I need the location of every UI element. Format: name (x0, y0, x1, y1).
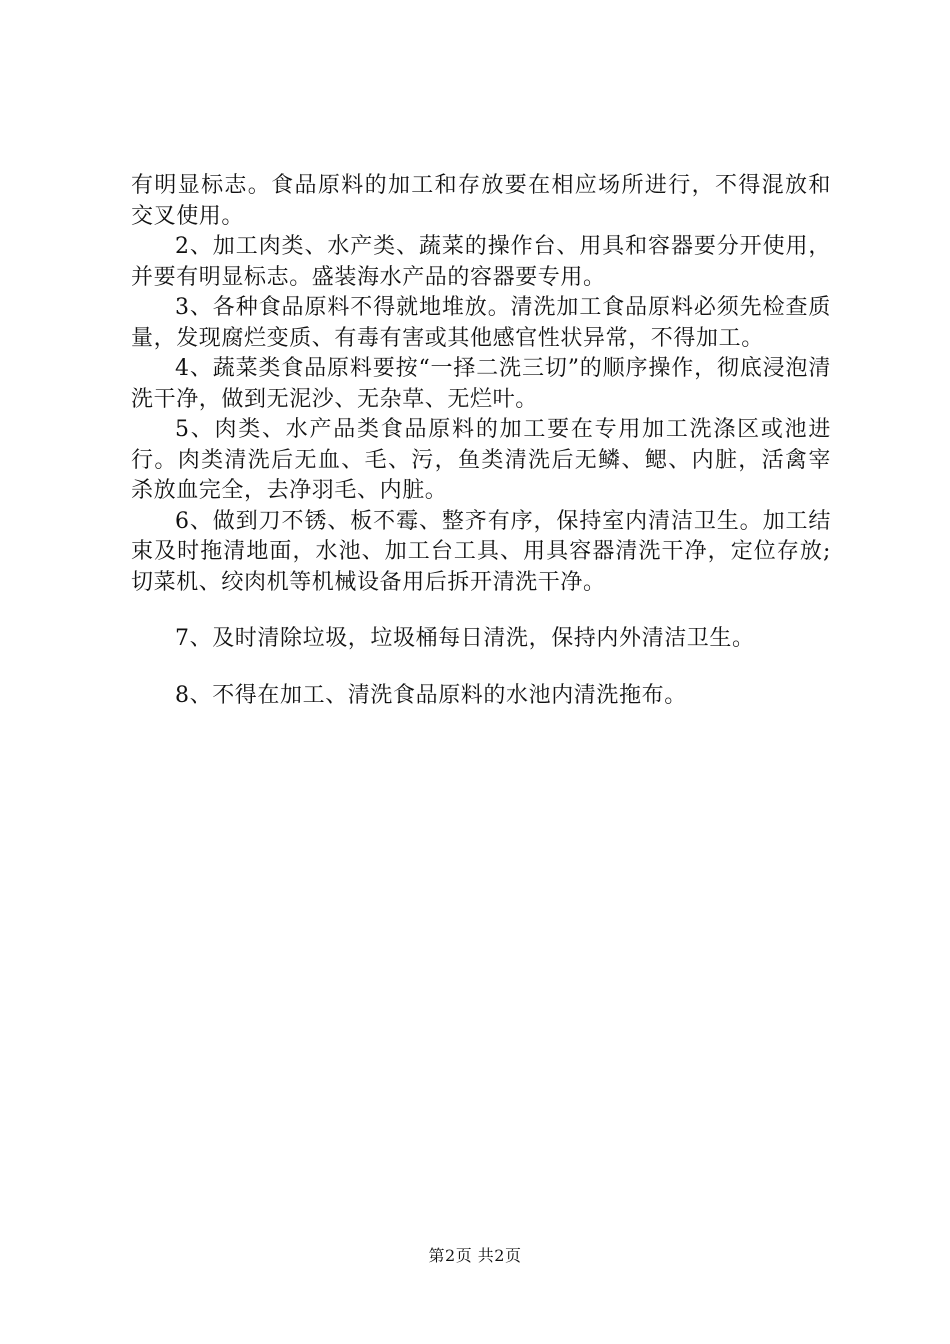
page-number-footer: 第2页 共2页 (428, 1246, 522, 1265)
paragraph-item-8: 8、不得在加工、清洗食品原料的水池内清洗拖布。 (175, 682, 687, 708)
paragraph-item-5: 5、肉类、水产品类食品原料的加工要在专用加工洗涤区或池进行。肉类清洗后无血、毛、污，鱼类清洗后无鳞、鳃、内脏，活禽宰杀放血完全，去净羽毛、内脏。 (131, 417, 831, 503)
document-body (131, 171, 831, 711)
paragraph-item-4: 4、蔬菜类食品原料要按“一择二洗三切”的顺序操作，彻底浸泡清洗干净，做到无泥沙、无杂草、无烂叶。 (131, 356, 831, 412)
paragraph-item-3: 3、各种食品原料不得就地堆放。清洗加工食品原料必须先检查质量，发现腐烂变质、有毒有害或其他感官性状异常，不得加工。 (131, 295, 831, 351)
paragraph-continuation: 有明显标志。食品原料的加工和存放要在相应场所进行，不得混放和交叉使用。 (131, 173, 831, 229)
paragraph-item-7: 7、及时清除垃圾，垃圾桶每日清洗，保持内外清洁卫生。 (175, 626, 755, 651)
paragraph-item-6: 6、做到刀不锈、板不霉、整齐有序，保持室内清洁卫生。加工结束及时拖清地面，水池、加工台工具、用具容器清洗干净，定位存放;切菜机、绞肉机等机械设备用后拆开清洗干净。 (131, 508, 831, 595)
paragraph-item-2: 2、加工肉类、水产类、蔬菜的操作台、用具和容器要分开使用，并要有明显标志。盛装海水产品的容器要专用。 (131, 234, 831, 290)
